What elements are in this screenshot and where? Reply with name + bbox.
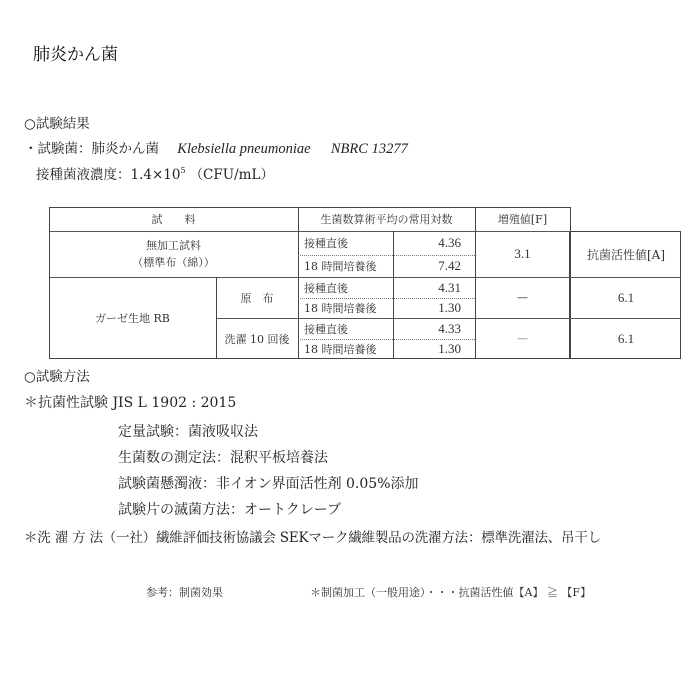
log-value: 4.31 xyxy=(438,279,461,295)
header-sample: 試 料 xyxy=(151,213,196,226)
reference-criterion: ＊制菌加工（一般用途）・・・抗菌活性値【A】 ≧ 【F】 xyxy=(310,586,592,599)
header-activity: 抗菌活性値[A] xyxy=(586,247,666,262)
activity-value: 6.1 xyxy=(617,330,635,346)
log-value: 7.42 xyxy=(438,258,461,273)
growth-value: — xyxy=(517,332,528,345)
log-value: 1.30 xyxy=(438,341,461,356)
condition-original: 原 布 xyxy=(240,291,274,305)
growth-value: 3.1 xyxy=(514,246,531,261)
methods-heading: ○試験方法 xyxy=(24,369,90,385)
method-item: 定量試験：菌液吸収法 xyxy=(118,424,258,440)
test-organism xyxy=(24,137,408,158)
inoculum-unit: （CFU/mL） xyxy=(189,167,274,183)
inoculum-exponent: 5 xyxy=(180,166,186,175)
log-value: 4.36 xyxy=(438,235,461,250)
inoculum-label: 接種菌液濃度：1.4×10 xyxy=(36,167,181,183)
log-value: 4.33 xyxy=(438,320,461,336)
sample-gauze: ガーゼ生地 RB xyxy=(95,312,170,325)
sample-subname: （標準布（綿）） xyxy=(132,256,215,269)
condition-washed: 洗濯 10 回後 xyxy=(224,332,290,346)
sample-name: 無加工試料 xyxy=(146,239,201,252)
reference-label: 参考：制菌効果 xyxy=(146,586,223,599)
organism-latin: Klebsiella pneumoniae xyxy=(177,141,311,157)
washing-method: ＊洗 濯 方 法（一社）繊維評価技術協議会 SEKマーク繊維製品の洗濯方法：標準洗濯法、吊干し xyxy=(24,530,601,546)
strain-id: NBRC 13277 xyxy=(330,141,408,157)
organism-label: ・試験菌：肺炎かん菌 xyxy=(24,141,159,157)
header-log: 生菌数算術平均の常用対数 xyxy=(320,213,453,226)
time-label: 18 時間培養後 xyxy=(304,343,377,356)
time-label: 接種直後 xyxy=(304,281,348,295)
time-label: 接種直後 xyxy=(304,322,348,336)
header-growth: 増殖値[F] xyxy=(497,213,548,226)
activity-value: 6.1 xyxy=(617,289,635,305)
inoculum-concentration xyxy=(36,163,274,183)
log-value: 1.30 xyxy=(438,300,461,315)
method-item: 試験菌懸濁液：非イオン界面活性剤 0.05%添加 xyxy=(118,476,419,492)
sample-control xyxy=(49,231,298,277)
method-item: 生菌数の測定法：混釈平板培養法 xyxy=(118,450,328,466)
test-standard: ＊抗菌性試験 JIS L 1902 : 2015 xyxy=(24,395,237,411)
time-label: 18 時間培養後 xyxy=(304,260,377,273)
time-label: 18 時間培養後 xyxy=(304,302,377,315)
page-title: 肺炎かん菌 xyxy=(33,45,118,65)
growth-value: — xyxy=(517,291,528,304)
time-label: 接種直後 xyxy=(304,237,348,250)
results-heading: ○試験結果 xyxy=(24,116,90,132)
method-item: 試験片の滅菌方法：オートクレーブ xyxy=(118,502,342,518)
